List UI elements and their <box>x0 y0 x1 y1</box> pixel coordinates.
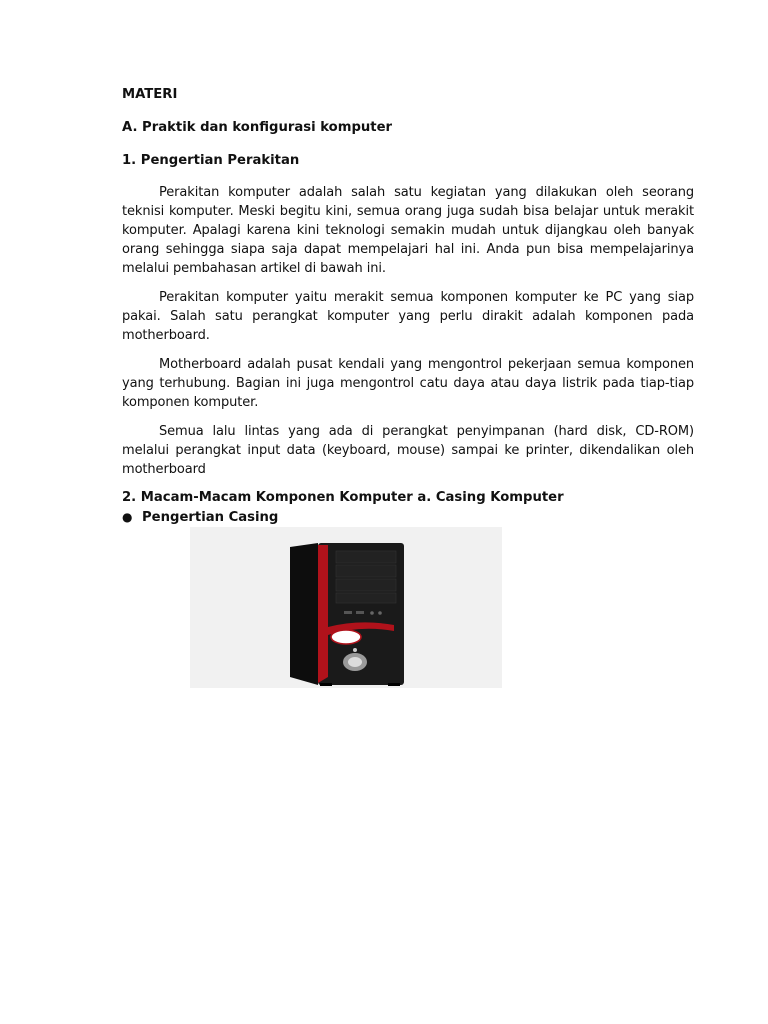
section-heading-a: A. Praktik dan konfigurasi komputer <box>122 120 393 135</box>
case-side-panel <box>290 543 318 685</box>
document-title: MATERI <box>122 87 178 102</box>
drive-bay <box>336 593 396 603</box>
brand-logo-icon <box>331 630 361 644</box>
document-content <box>122 86 694 527</box>
case-foot <box>388 683 400 686</box>
audio-port-icon <box>370 611 374 615</box>
subsection-heading-1: 1. Pengertian Perakitan <box>122 153 300 168</box>
reset-button-icon <box>353 648 357 652</box>
bullet-list-item <box>122 508 694 527</box>
usb-port-icon <box>356 611 364 614</box>
audio-port-icon <box>378 611 382 615</box>
computer-case-image <box>190 527 502 688</box>
drive-bay <box>336 551 396 563</box>
subsection-heading-2: 2. Macam-Macam Komponen Komputer a. Casing Komputer <box>122 490 564 505</box>
paragraph: Semua lalu lintas yang ada di perangkat penyimpanan (hard disk, CD-ROM) melalui perangkat input data (keyboard, mouse) sampai ke printer, dikendalikan oleh motherboard <box>122 424 694 477</box>
paragraph: Motherboard adalah pusat kendali yang mengontrol pekerjaan semua komponen yang terhubung. Bagian ini juga mengontrol catu daya atau daya listrik pada tiap-tiap komponen komputer. <box>122 357 694 410</box>
drive-bay <box>336 579 396 591</box>
case-foot <box>320 683 332 686</box>
case-red-accent <box>318 545 328 683</box>
paragraph: Perakitan komputer yaitu merakit semua komponen komputer ke PC yang siap pakai. Salah satu perangkat komputer yang perlu dirakit adalah komponen pada motherboard. <box>122 290 694 343</box>
drive-bay <box>336 565 396 577</box>
computer-case-illustration <box>190 527 502 688</box>
bullet-icon: ● <box>122 510 133 524</box>
power-button-icon <box>348 657 362 667</box>
bullet-item-label: Pengertian Casing <box>142 510 279 525</box>
usb-port-icon <box>344 611 352 614</box>
paragraph: Perakitan komputer adalah salah satu kegiatan yang dilakukan oleh seorang teknisi komputer. Meski begitu kini, semua orang juga sudah bisa belajar untuk merakit komputer. Apalagi karena kini teknologi semakin mudah untuk dijangkau oleh banyak orang sehingga siapa saja dapat mempelajari hal ini. Anda pun bisa mempelajarinya melalui pembahasan artikel di bawah ini. <box>122 185 694 276</box>
